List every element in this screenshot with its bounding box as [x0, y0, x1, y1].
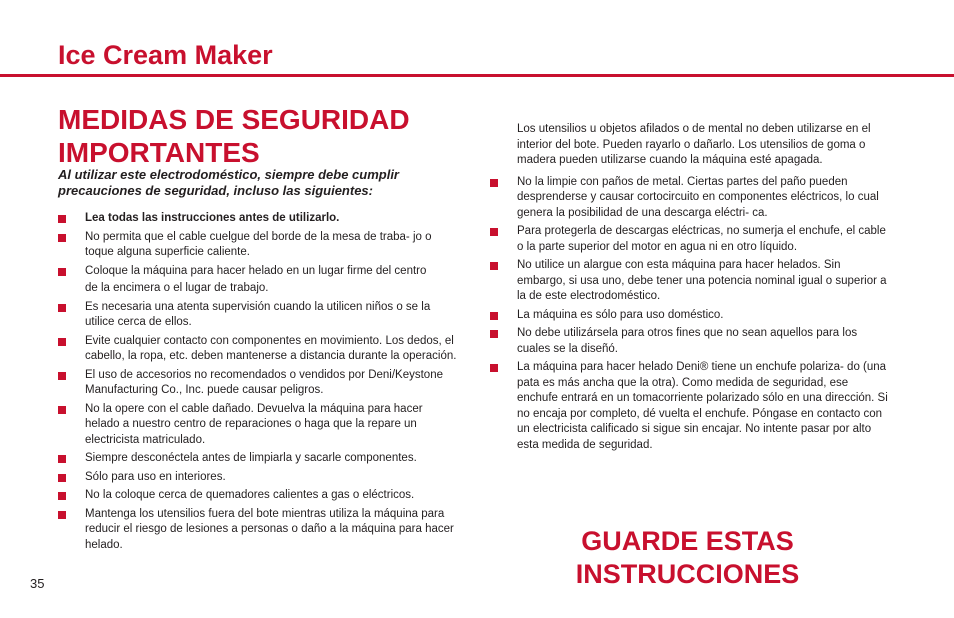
list-item-text: La máquina es sólo para uso doméstico. — [517, 308, 724, 321]
list-item-text: No la limpie con paños de metal. Ciertas partes del paño pueden desprenderse y causar cortocircuito en componentes eléctricos, lo cual genera la posibilidad de una descarga eléctri- ca. — [517, 175, 879, 219]
list-item — [58, 211, 458, 227]
intro-text: Al utilizar este electrodoméstico, siempre debe cumplir precauciones de seguridad, incluso las siguientes: — [58, 167, 399, 198]
bullet-square-icon — [58, 455, 66, 463]
list-item — [490, 224, 890, 255]
list-item-text: El uso de accesorios no recomendados o vendidos por Deni/Keystone Manufacturing Co., Inc. puede causar peligros. — [85, 368, 443, 396]
safety-list-left — [58, 211, 458, 556]
list-item — [58, 230, 458, 261]
list-item-text: Mantenga los utensilios fuera del bote mientras utiliza la máquina para reducir el riesgo de lesiones a personas o daño a la máquina para hacer helado. — [85, 507, 454, 551]
list-item — [58, 488, 458, 504]
bullet-square-icon — [58, 304, 66, 312]
section-heading: MEDIDAS DE SEGURIDAD IMPORTANTES — [58, 104, 410, 168]
list-item-text: Siempre desconéctela antes de limpiarla y sacarle componentes. — [85, 452, 417, 464]
list-item-text: Para protegerla de descargas eléctricas, no sumerja el enchufe, el cable o la parte superior del motor en agua ni en otro líquido. — [517, 225, 886, 253]
list-item — [490, 308, 890, 324]
bullet-square-icon — [58, 268, 66, 276]
list-item-text: Coloque la máquina para hacer helado en un lugar firme del centro — [85, 264, 427, 277]
list-item — [58, 368, 458, 399]
list-item-text: La máquina para hacer helado Deni® tiene un enchufe polariza- do (una pata es más ancha que la otra). Como medida de seguridad, ese enchufe entrará en un tomacorriente polarizado sólo en una dirección. Si no encaja por completo, dé vuelta el enchufe. Póngase en contacto con un electricista calificado si sigue sin encajar. No intente pasar por alto esta medida de seguridad. — [517, 361, 888, 451]
list-item-text: Sólo para uso en interiores. — [85, 470, 226, 483]
list-item-continuation: de la encimera o el lugar de trabajo. — [85, 282, 269, 294]
list-item — [490, 360, 890, 453]
list-item — [490, 258, 890, 305]
bullet-square-icon — [490, 330, 498, 338]
bullet-square-icon — [58, 215, 66, 223]
list-item — [58, 470, 458, 486]
bullet-square-icon — [490, 364, 498, 372]
bullet-square-icon — [490, 228, 498, 236]
list-item-text: No la opere con el cable dañado. Devuelva la máquina para hacer helado a nuestro centro de reparaciones o haga que la repare un electricista matriculado. — [85, 402, 423, 446]
bullet-square-icon — [58, 406, 66, 414]
bullet-square-icon — [58, 338, 66, 346]
document-title: Ice Cream Maker — [58, 40, 273, 70]
list-item-text: Es necesaria una atenta supervisión cuando la utilicen niños o se la utilice cerca de ellos. — [85, 300, 431, 328]
header-rule — [0, 74, 954, 77]
list-item — [58, 402, 458, 449]
list-item-text: No debe utilizársela para otros fines que no sean aquellos para los cuales se la diseñó. — [517, 327, 858, 355]
bullet-square-icon — [58, 474, 66, 482]
list-item-continued — [490, 122, 890, 169]
save-instructions-heading: GUARDE ESTAS INSTRUCCIONES — [575, 526, 800, 589]
list-item-text: Los utensilios u objetos afilados o de mental no deben utilizarse en el interior del bote. Pueden rayarlo o dañarlo. Los utensilios de goma o madera pueden utilizarse cuando la máquina esté apagada. — [517, 123, 871, 166]
page-number: 35 — [30, 576, 45, 591]
list-item — [58, 300, 458, 331]
bullet-square-icon — [58, 372, 66, 380]
bullet-square-icon — [490, 179, 498, 187]
list-item — [58, 264, 458, 297]
list-item-text: No utilice un alargue con esta máquina para hacer helados. Sin embargo, si usa uno, debe tener una potencia nominal igual o superior a la de este electrodoméstico. — [517, 259, 887, 302]
list-item-text: Lea todas las instrucciones antes de utilizarlo. — [85, 212, 340, 224]
bullet-square-icon — [58, 492, 66, 500]
list-item — [58, 334, 458, 365]
list-item-text: No la coloque cerca de quemadores calientes a gas o eléctricos. — [85, 489, 415, 501]
list-item — [58, 451, 458, 467]
list-item — [490, 326, 890, 357]
list-item — [490, 175, 890, 222]
list-item-text: Evite cualquier contacto con componentes en movimiento. Los dedos, el cabello, la ropa, etc. deben mantenerse a distancia durante la operación. — [85, 334, 457, 362]
list-item — [58, 507, 458, 554]
bullet-square-icon — [490, 312, 498, 320]
list-item-text: No permita que el cable cuelgue del borde de la mesa de traba- jo o toque alguna superficie caliente. — [85, 230, 432, 258]
safety-list-right — [490, 122, 890, 456]
bullet-square-icon — [58, 511, 66, 519]
bullet-square-icon — [58, 234, 66, 242]
bullet-square-icon — [490, 262, 498, 270]
